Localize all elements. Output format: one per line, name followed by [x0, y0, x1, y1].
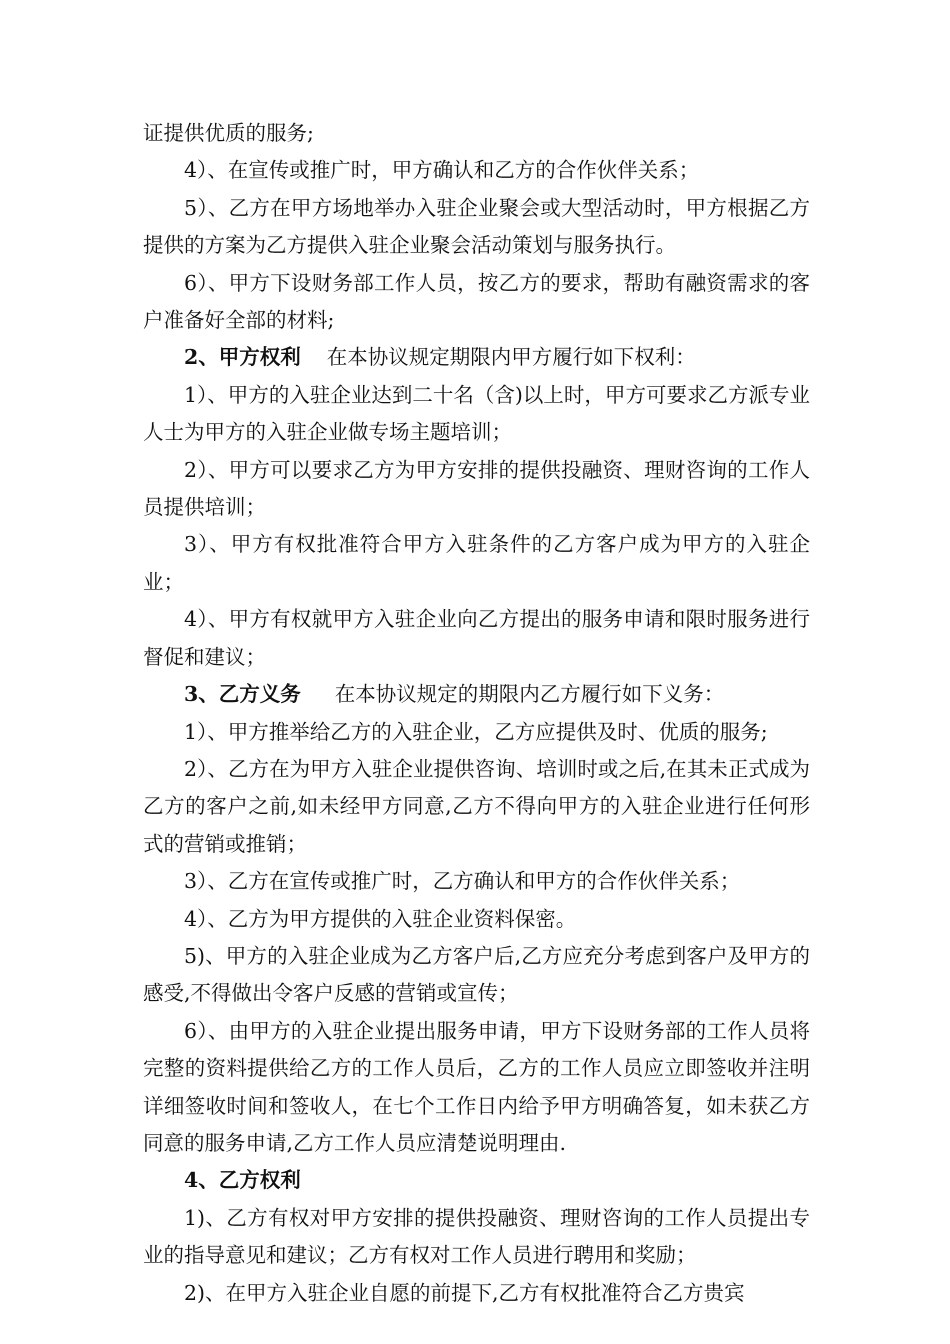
paragraph-b-right-2: 2)、在甲方入驻企业自愿的前提下,乙方有权批准符合乙方贵宾	[184, 1280, 745, 1305]
paragraph-b-obligation-4: 4）、乙方为甲方提供的入驻企业资料保密。	[184, 906, 577, 931]
section-party-b-obligations	[143, 676, 810, 713]
paragraph-a-right-1: 1）、甲方的入驻企业达到二十名（含)以上时，甲方可要求乙方派专业人士为甲方的入驻企业做专场主题培训；	[143, 382, 810, 445]
document-body	[143, 115, 810, 1312]
paragraph-a-right-4: 4）、甲方有权就甲方入驻企业向乙方提出的服务申请和限时服务进行督促和建议；	[143, 607, 810, 669]
section-heading: 3、乙方义务	[184, 682, 301, 707]
section-intro: 在本协议规定的期限内乙方履行如下义务：	[334, 682, 725, 707]
section-heading: 2、甲方权利	[184, 345, 301, 370]
paragraph-obligation-5: 5）、乙方在甲方场地举办入驻企业聚会或大型活动时，甲方根据乙方提供的方案为乙方提供入驻企业聚会活动策划与服务执行。	[143, 195, 810, 258]
paragraph-obligation-4: 4）、在宣传或推广时，甲方确认和乙方的合作伙伴关系；	[184, 158, 700, 183]
section-heading: 4、乙方权利	[184, 1168, 301, 1193]
paragraph-b-right-1: 1)、乙方有权对甲方安排的提供投融资、理财咨询的工作人员提出专业的指导意见和建议；乙方有权对工作人员进行聘用和奖励；	[143, 1205, 810, 1268]
section-party-a-rights	[143, 339, 810, 376]
paragraph-obligation-6: 6）、甲方下设财务部工作人员，按乙方的要求，帮助有融资需求的客户准备好全部的材料;	[143, 270, 810, 333]
paragraph-a-right-2: 2）、甲方可以要求乙方为甲方安排的提供投融资、理财咨询的工作人员提供培训；	[143, 457, 810, 520]
paragraph-b-obligation-6: 6）、由甲方的入驻企业提出服务申请，甲方下设财务部的工作人员将完整的资料提供给乙方的工作人员后，乙方的工作人员应立即签收并注明详细签收时间和签收人，在七个工作日内给予甲方明确答复，如未获乙方同意的服务申请,乙方工作人员应清楚说明理由.	[143, 1018, 810, 1155]
section-intro: 在本协议规定期限内甲方履行如下权利：	[326, 345, 696, 370]
paragraph-b-obligation-2: 2）、乙方在为甲方入驻企业提供咨询、培训时或之后,在其未正式成为乙方的客户之前,如未经甲方同意,乙方不得向甲方的入驻企业进行任何形式的营销或推销；	[143, 756, 810, 856]
paragraph-b-obligation-3: 3）、乙方在宣传或推广时，乙方确认和甲方的合作伙伴关系；	[184, 869, 741, 894]
paragraph-b-obligation-1: 1）、甲方推举给乙方的入驻企业，乙方应提供及时、优质的服务;	[184, 719, 768, 744]
paragraph-b-obligation-5: 5)、甲方的入驻企业成为乙方客户后,乙方应充分考虑到客户及甲方的感受,不得做出令客户反感的营销或宣传；	[143, 943, 810, 1006]
paragraph-continuation: 证提供优质的服务;	[143, 121, 314, 145]
section-party-b-rights	[143, 1162, 810, 1199]
paragraph-a-right-3: 3）、甲方有权批准符合甲方入驻条件的乙方客户成为甲方的入驻企业；	[143, 532, 810, 594]
